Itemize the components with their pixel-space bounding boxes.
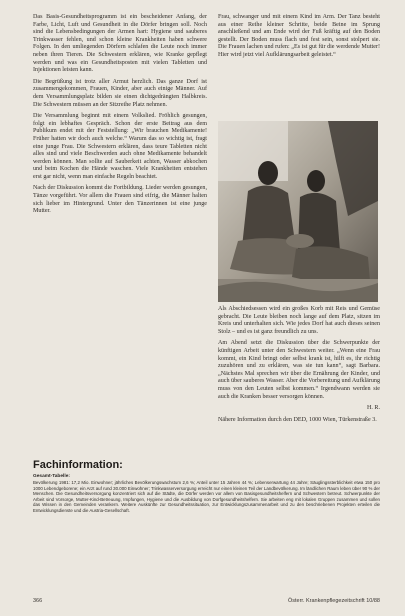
fachinformation-section (33, 459, 380, 514)
photo-caption: Als Abschiedsessen wird ein großes Korb mit Reis und Gemüse gebracht. Die Leute bleiben noch lange auf dem Platz, sitzen im Kreis und unterhalten sich. Wie jedes Dorf hat auch dieses seinen Stolz – und es ist ganz freundlich zu uns. (218, 306, 380, 335)
paragraph: Das Basis-Gesundheitsprogramm ist ein bescheidener Anfang, der Farbe, Licht, Luft und Gesundheit in die Dörfer bringen soll. Noch sind die Lebensbedingungen der Armen hart: Hygiene und sauberes Trinkwasser fehlen, und schon kleine Krankheiten haben schwere Folgen. In den umliegenden Dörfern schlafen die Leute noch immer neben ihren Tieren. Die Schwestern erklären, wie Kranke gepflegt werden und was ein Gesundheitsposten mit vielen Tabletten und Injektionen leisten kann. (33, 14, 207, 74)
section-subtitle: Gesamt-Tabelle: (33, 474, 70, 479)
journal-source: Österr. Krankenpflegezeitschrift 10/88 (287, 598, 380, 604)
paragraph: Nach der Diskussion kommt die Fortbildung. Lieder werden gesungen, Tänze vorgeführt. Vor allem die Frauen sind eifrig, die Männer halten sich lieber im Hintergrund. Unter den Tänzerinnen ist eine junge Mutter. (33, 185, 207, 215)
photo-women-seated (218, 121, 378, 302)
author-signature: H. R. (366, 405, 380, 412)
paragraph: Die Versammlung beginnt mit einem Volkslied. Fröhlich gesungen, folgt ein lebhaftes Gespräch. Schon der erste Beitrag aus dem Publikum endet mit der Feststellung: „Wir brauchen Medikamente! Früher hatten wir doch auch welche.“ Warum das so wichtig ist, fragt eine junge Frau. Die Schwestern erklären, dass teure Tabletten nicht alles sind und viele Beschwerden auch ohne Medikamente behandelt werden können. Man sollte auf Sauberkeit achten, Wasser abkochen und beim Kochen die Hände waschen. Viele Krankheiten entstehen erst gar nicht, wenn man einfache Regeln beachtet. (33, 113, 207, 180)
section-title: Fachinformation: (33, 459, 123, 471)
paragraph: Die Begrüßung ist trotz aller Armut herzlich. Das ganze Dorf ist zusammengekommen, Frauen, Kinder, aber auch einige Männer. Auf dem Versammlungsplatz bilden sie einen dichtgedrängten Halbkreis. Die Schwestern müssen an der Sitzreihe Platz nehmen. (33, 78, 207, 108)
paragraph: Frau, schwanger und mit einem Kind im Arm. Der Tanz besteht aus einer Reihe kleiner Schritte, beide Beine im Sprung anschließend und am Ende wird der Fuß kräftig auf den Boden gestellt. Der Boden muss flach und fest sein, sonst stolpert sie. Die Frauen lachen und rufen: „Es ist gut für die werdende Mutter! Hier wird jetzt viel Aufklärungsarbeit geleistet.“ (218, 14, 380, 58)
photo-illustration (218, 121, 378, 302)
info-contact: Nähere Information durch den DED, 1000 Wien, Türkenstraße 3. (218, 416, 377, 423)
section-body: Bevölkerung 1981: 17,2 Mio. Einwohner; jährliches Bevölkerungswachstum 2,6 %; Anteil unter 15 Jahren 44 %; Lebenserwartung 44 Jahre; Säuglingssterblichkeit etwa 150 pro 1000 Lebendgeborene; ein Arzt auf rund 30.000 Einwohner; Trinkwasserversorgung erreicht nur einen kleinen Teil der Landbevölkerung. Im ländlichen Raum leben über 90 % der Menschen. Die Gesundheitsversorgung konzentriert sich auf die Städte, die Dörfer werden vor allem von Basisgesundheitshelfern und Schwestern betreut. Schwerpunkte der Arbeit sind Vorsorge, Mutter-Kind-Betreuung, Impfungen, Hygiene und die Ausbildung von Dorfgesundheitshelfern. Sie arbeiten eng mit lokalen Gruppen zusammen und sollen das Wissen in den Gemeinden verankern. Weitere Auskünfte zur Gesundheitssituation, zur Entwicklungszusammenarbeit und zu den beschriebenen Projekten erteilen die Entwicklungsdienste und die Austria-Gesellschaft. (33, 480, 380, 513)
text-column-left (33, 14, 207, 216)
page-number: 366 (33, 598, 43, 604)
text-column-right-bottom (218, 306, 380, 424)
paragraph: Am Abend setzt die Diskussion über die Schwerpunkte der künftigen Arbeit unter den Schwestern weiter. „Wenn eine Frau kommt, ein Kind bringt oder selbst krank ist, hilft es, ihr richtig zuzuhören und zu erklären, was sie tun kann“, sagt Barbara. „Nächstes Mal sprechen wir über die Ernährung der Kinder, und auch über sauberes Wasser. Aber die Vorbereitung und Aufklärung muss von den Leuten selbst kommen.“ Irgendwann werden sie auch die Kranken besser versorgen können. (218, 340, 380, 400)
text-column-right-top (218, 14, 380, 60)
